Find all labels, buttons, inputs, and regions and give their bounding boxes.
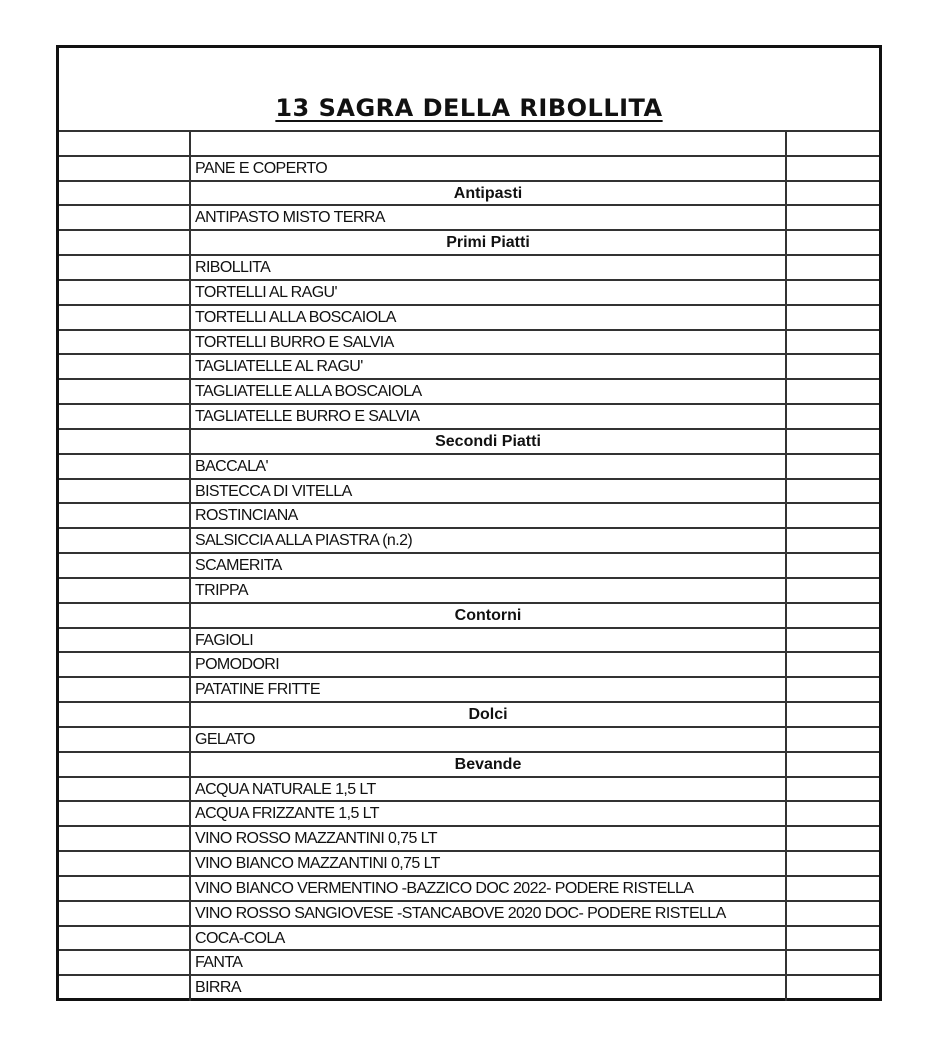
quantity-cell[interactable] [59,529,191,552]
category-header-row [59,703,879,728]
quantity-cell[interactable] [59,480,191,503]
item-label: GELATO [191,728,787,751]
menu-item-row [59,554,879,579]
item-label: PATATINE FRITTE [191,678,787,701]
quantity-cell[interactable] [59,380,191,403]
menu-sheet [56,45,882,1001]
quantity-cell[interactable] [59,256,191,279]
item-label: FANTA [191,951,787,974]
item-label: FAGIOLI [191,629,787,652]
menu-item-row [59,629,879,654]
menu-item-row [59,976,879,1001]
item-label: ACQUA FRIZZANTE 1,5 LT [191,802,787,825]
menu-item-row [59,306,879,331]
price-cell[interactable] [787,355,879,378]
quantity-cell[interactable] [59,703,191,726]
price-cell[interactable] [787,976,879,1001]
menu-item-row [59,455,879,480]
quantity-cell[interactable] [59,231,191,254]
menu-item-row [59,678,879,703]
blank-row [59,132,879,157]
item-label: PANE E COPERTO [191,157,787,180]
item-label: TORTELLI BURRO E SALVIA [191,331,787,354]
price-cell[interactable] [787,927,879,950]
item-label: VINO BIANCO MAZZANTINI 0,75 LT [191,852,787,875]
menu-item-row [59,529,879,554]
menu-item-row [59,256,879,281]
price-cell[interactable] [787,157,879,180]
category-label: Antipasti [191,182,787,205]
menu-item-row [59,728,879,753]
price-cell[interactable] [787,629,879,652]
category-label: Dolci [191,703,787,726]
item-label: TRIPPA [191,579,787,602]
page-title [59,94,879,122]
quantity-cell[interactable] [59,132,191,155]
menu-item-row [59,157,879,182]
quantity-cell[interactable] [59,653,191,676]
quantity-cell[interactable] [59,877,191,900]
quantity-cell[interactable] [59,331,191,354]
item-label: POMODORI [191,653,787,676]
menu-item-row [59,281,879,306]
quantity-cell[interactable] [59,852,191,875]
price-cell[interactable] [787,778,879,801]
item-label: TAGLIATELLE ALLA BOSCAIOLA [191,380,787,403]
category-header-row [59,604,879,629]
price-cell[interactable] [787,753,879,776]
quantity-cell[interactable] [59,405,191,428]
category-label: Primi Piatti [191,231,787,254]
item-label: RIBOLLITA [191,256,787,279]
quantity-cell[interactable] [59,976,191,1001]
quantity-cell[interactable] [59,182,191,205]
item-label: VINO ROSSO MAZZANTINI 0,75 LT [191,827,787,850]
quantity-cell[interactable] [59,951,191,974]
item-label: BIRRA [191,976,787,1001]
price-cell[interactable] [787,678,879,701]
item-label: SALSICCIA ALLA PIASTRA (n.2) [191,529,787,552]
menu-item-row [59,380,879,405]
item-label: VINO ROSSO SANGIOVESE -STANCABOVE 2020 DOC- PODERE RISTELLA [191,902,787,925]
menu-item-row [59,206,879,231]
quantity-cell[interactable] [59,157,191,180]
price-cell[interactable] [787,604,879,627]
price-cell[interactable] [787,852,879,875]
price-cell[interactable] [787,703,879,726]
price-cell[interactable] [787,827,879,850]
quantity-cell[interactable] [59,281,191,304]
quantity-cell[interactable] [59,728,191,751]
quantity-cell[interactable] [59,753,191,776]
price-cell[interactable] [787,504,879,527]
price-cell[interactable] [787,206,879,229]
item-label: ANTIPASTO MISTO TERRA [191,206,787,229]
quantity-cell[interactable] [59,430,191,453]
menu-item-row [59,653,879,678]
menu-item-row [59,504,879,529]
category-header-row [59,753,879,778]
price-cell[interactable] [787,331,879,354]
item-label: BISTECCA DI VITELLA [191,480,787,503]
menu-item-row [59,852,879,877]
menu-item-row [59,579,879,604]
menu-item-row [59,902,879,927]
category-label: Secondi Piatti [191,430,787,453]
price-cell[interactable] [787,480,879,503]
price-cell[interactable] [787,231,879,254]
quantity-cell[interactable] [59,554,191,577]
quantity-cell[interactable] [59,678,191,701]
category-header-row [59,430,879,455]
menu-item-row [59,405,879,430]
item-label: SCAMERITA [191,554,787,577]
price-cell[interactable] [787,902,879,925]
item-label: ROSTINCIANA [191,504,787,527]
item-label: ACQUA NATURALE 1,5 LT [191,778,787,801]
price-cell[interactable] [787,132,879,155]
quantity-cell[interactable] [59,778,191,801]
menu-item-row [59,927,879,952]
item-label: BACCALA' [191,455,787,478]
quantity-cell[interactable] [59,927,191,950]
quantity-cell[interactable] [59,504,191,527]
quantity-cell[interactable] [59,629,191,652]
quantity-cell[interactable] [59,802,191,825]
price-cell[interactable] [787,802,879,825]
price-cell[interactable] [787,281,879,304]
quantity-cell[interactable] [59,355,191,378]
quantity-cell[interactable] [59,455,191,478]
item-label [191,132,787,155]
item-label: TORTELLI AL RAGU' [191,281,787,304]
quantity-cell[interactable] [59,306,191,329]
category-header-row [59,231,879,256]
price-cell[interactable] [787,579,879,602]
price-cell[interactable] [787,256,879,279]
item-label: VINO BIANCO VERMENTINO -BAZZICO DOC 2022- PODERE RISTELLA [191,877,787,900]
category-label: Contorni [191,604,787,627]
price-cell[interactable] [787,728,879,751]
price-cell[interactable] [787,554,879,577]
menu-item-row [59,802,879,827]
menu-item-row [59,877,879,902]
item-label: COCA-COLA [191,927,787,950]
menu-item-row [59,951,879,976]
menu-item-row [59,778,879,803]
quantity-cell[interactable] [59,604,191,627]
price-cell[interactable] [787,380,879,403]
item-label: TORTELLI ALLA BOSCAIOLA [191,306,787,329]
quantity-cell[interactable] [59,206,191,229]
price-cell[interactable] [787,455,879,478]
menu-table [59,132,879,1001]
price-cell[interactable] [787,306,879,329]
price-cell[interactable] [787,405,879,428]
quantity-cell[interactable] [59,902,191,925]
price-cell[interactable] [787,430,879,453]
menu-item-row [59,355,879,380]
menu-item-row [59,480,879,505]
item-label: TAGLIATELLE BURRO E SALVIA [191,405,787,428]
quantity-cell[interactable] [59,579,191,602]
title-text: 13 SAGRA DELLA RIBOLLITA [275,94,663,122]
price-cell[interactable] [787,653,879,676]
price-cell[interactable] [787,951,879,974]
quantity-cell[interactable] [59,827,191,850]
item-label: TAGLIATELLE AL RAGU' [191,355,787,378]
price-cell[interactable] [787,529,879,552]
menu-item-row [59,827,879,852]
category-label: Bevande [191,753,787,776]
price-cell[interactable] [787,877,879,900]
category-header-row [59,182,879,207]
price-cell[interactable] [787,182,879,205]
title-area [59,48,879,132]
menu-item-row [59,331,879,356]
